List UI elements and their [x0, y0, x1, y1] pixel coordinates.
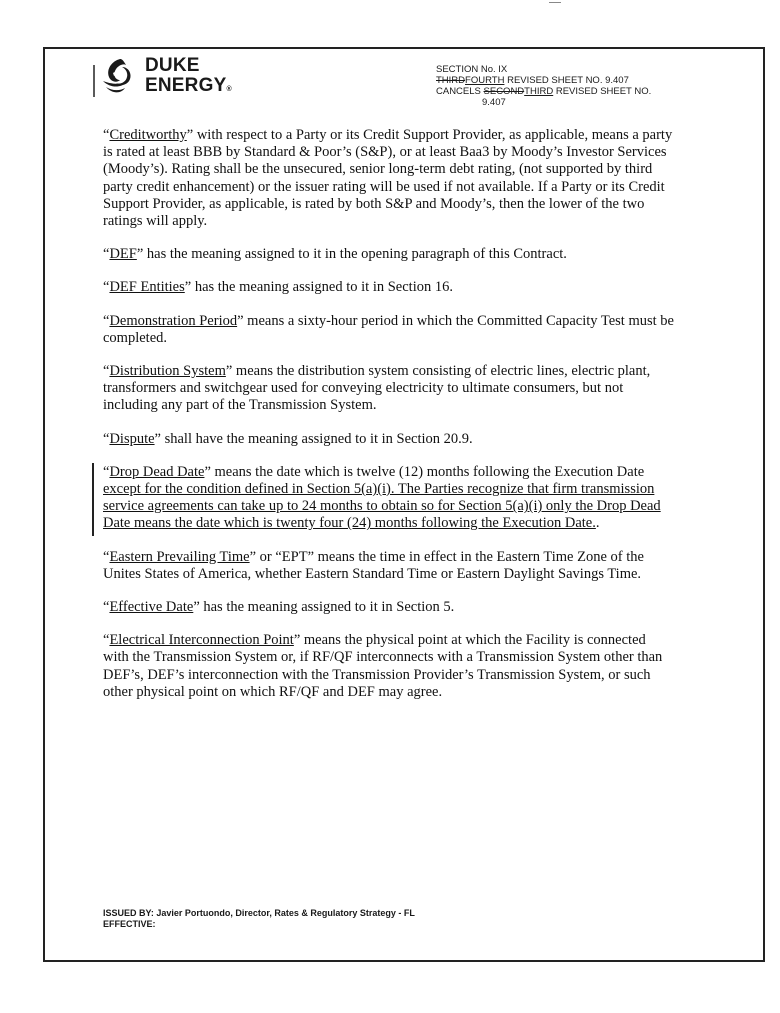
revised-sheet-no: REVISED SHEET NO. 9.407 — [504, 75, 629, 86]
definition-distribution-system — [103, 363, 675, 415]
definition-text: ” has the meaning assigned to it in the opening paragraph of this Contract. — [136, 246, 567, 263]
open-quote: “ — [103, 463, 110, 480]
definition-creditworthy — [103, 127, 675, 230]
top-edge-mark — [549, 2, 561, 3]
cancels-line — [436, 86, 756, 97]
cancelled-sheet-number: 9.407 — [482, 97, 506, 108]
definitions-body — [103, 127, 675, 717]
inserted-amendment-text: except for the condition defined in Section 5(a)(i). The Parties recognize that firm transmission service agreements can take up to 24 months to obtain so for Section 5(a)(i) only the Drop Dead Date means the date which is twenty four (24) months following the Execution Date. — [103, 481, 661, 532]
open-quote: “ — [103, 127, 110, 143]
defined-term: Eastern Prevailing Time — [109, 548, 250, 565]
registered-mark: ® — [226, 86, 232, 93]
definition-drop-dead-date — [103, 464, 675, 533]
open-quote: “ — [103, 312, 110, 329]
definition-text: ” means the date which is twelve (12) months following the Execution Date — [204, 463, 645, 480]
logo-line-duke: DUKE — [145, 55, 200, 76]
definition-text: ” means a sixty-hour period in which the Committed Capacity Test must be completed. — [103, 312, 674, 346]
open-quote: “ — [103, 632, 110, 649]
definition-text: ” has the meaning assigned to it in Section 5. — [193, 599, 455, 616]
defined-term: Electrical Interconnection Point — [109, 632, 294, 649]
open-quote: “ — [103, 548, 110, 565]
open-quote: “ — [103, 599, 110, 616]
definition-dispute — [103, 431, 675, 448]
inserted-third: THIRD — [524, 86, 554, 97]
open-quote: “ — [103, 363, 110, 380]
defined-term: Dispute — [109, 430, 155, 447]
struck-second: SECOND — [483, 86, 525, 97]
open-quote: “ — [103, 246, 110, 263]
defined-term: DEF Entities — [109, 279, 185, 296]
issued-by: ISSUED BY: Javier Portuondo, Director, Rates & Regulatory Strategy - FL — [103, 908, 415, 918]
defined-term: Drop Dead Date — [109, 463, 205, 480]
definition-electrical-interconnection-point — [103, 632, 675, 701]
open-quote: “ — [103, 430, 110, 447]
page-footer — [103, 908, 415, 930]
cancels-sheet-no: REVISED SHEET NO. — [553, 86, 652, 97]
section-header — [436, 64, 756, 108]
effective-label: EFFECTIVE: — [103, 919, 156, 929]
open-quote: “ — [103, 279, 110, 296]
duke-energy-flame-icon — [92, 55, 140, 101]
defined-term: Effective Date — [109, 599, 194, 616]
definition-eastern-prevailing-time — [103, 549, 675, 583]
revision-bar — [92, 463, 94, 536]
section-number: SECTION No. IX — [436, 64, 508, 75]
defined-term: DEF — [109, 246, 137, 263]
logo-line-energy: ENERGY — [145, 75, 227, 96]
definition-text: ” means the distribution system consisting of electric lines, electric plant, transformers and switchgear used for conveying electricity to ultimate consumers, but not including any part of the Transmission System. — [103, 363, 651, 414]
cancels-label: CANCELS — [436, 86, 484, 97]
definition-demonstration-period — [103, 313, 675, 347]
definition-def — [103, 246, 675, 263]
definition-text: ” has the meaning assigned to it in Section 16. — [184, 279, 453, 296]
definition-text: ” or “EPT” means the time in effect in the Eastern Time Zone of the Unites States of America, whether Eastern Standard Time or Eastern Daylight Savings Time. — [103, 548, 644, 582]
struck-third: THIRD — [436, 75, 466, 86]
defined-term: Creditworthy — [109, 127, 187, 143]
duke-energy-logo — [92, 55, 272, 103]
definition-tail: . — [595, 515, 600, 532]
definition-effective-date — [103, 599, 675, 616]
defined-term: Distribution System — [109, 363, 226, 380]
defined-term: Demonstration Period — [109, 312, 238, 329]
revised-sheet-line — [436, 75, 756, 86]
definition-text: ” with respect to a Party or its Credit Support Provider, as applicable, means a party is rated at least BBB by Standard & Poor’s (S&P), or at least Baa3 by Moody’s Investor Services (Moody’s). Rating shall be the unsecured, senior long-term debt rating, (not supported by third party credit enhancement) or the issuer rating will be used if not available. If a Party or its Credit Support Provider, as applicable, is rated by both S&P and Moody’s, then the lower of the two ratings will apply. — [103, 127, 673, 230]
definition-text: ” means the physical point at which the Facility is connected with the Transmission System or, if RF/QF interconnects with a Transmission System other than DEF’s, DEF’s interconnection with the Transmission Provider’s Transmission System, or such other physical point on which RF/QF and DEF may agree. — [103, 632, 663, 700]
definition-def-entities — [103, 279, 675, 296]
definition-text: ” shall have the meaning assigned to it in Section 20.9. — [154, 430, 473, 447]
inserted-fourth: FOURTH — [465, 75, 505, 86]
